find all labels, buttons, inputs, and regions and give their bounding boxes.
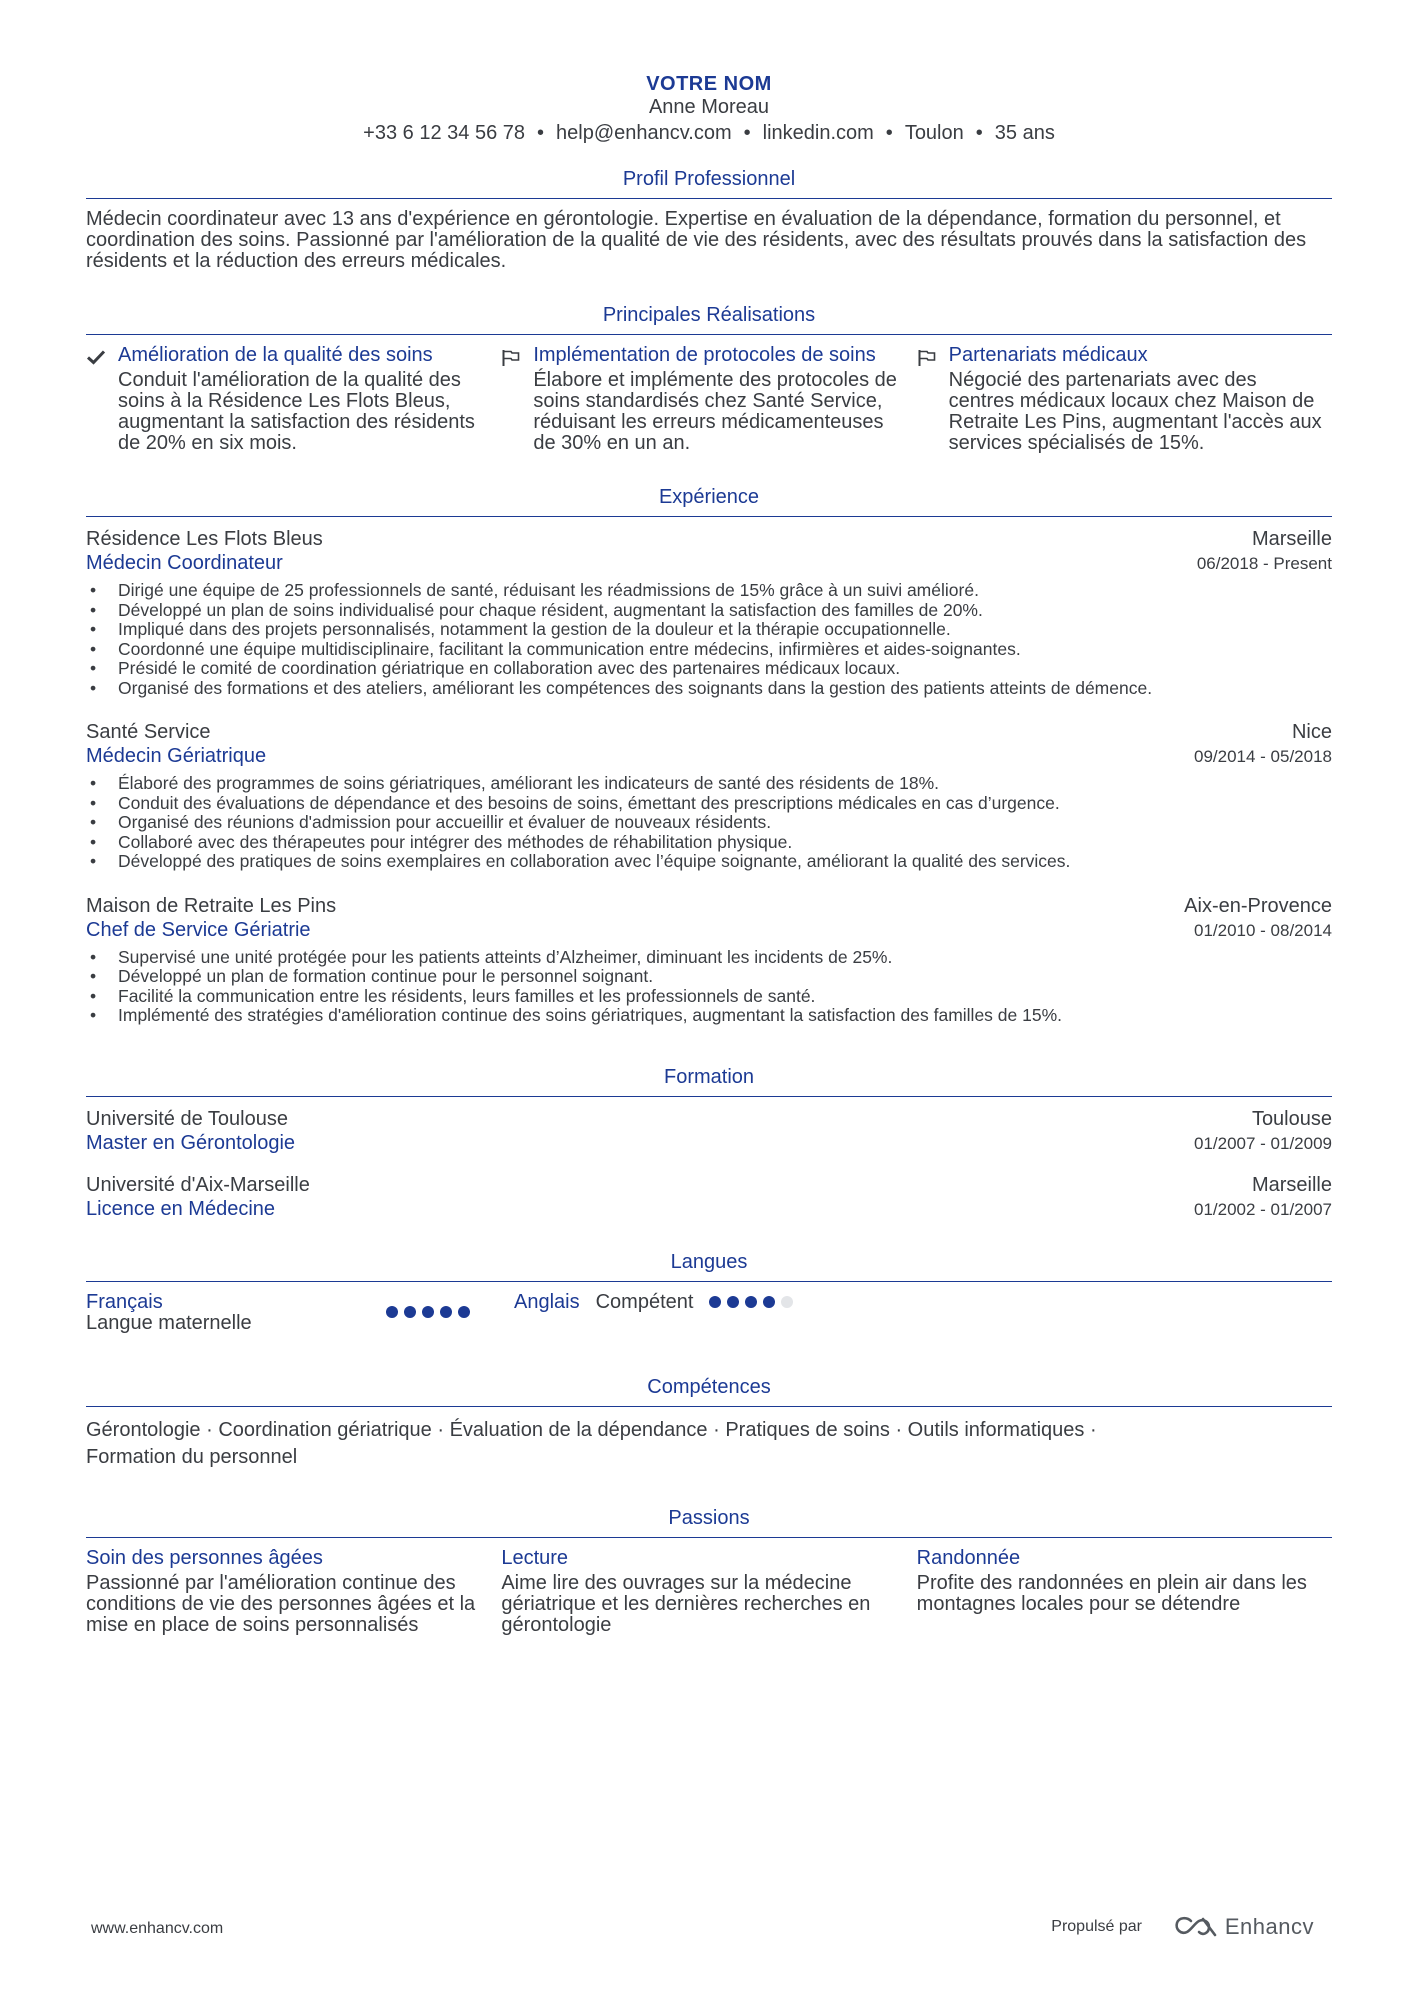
skill-separator: · bbox=[431, 1418, 450, 1441]
job-role: Médecin Coordinateur bbox=[86, 552, 283, 574]
email-link[interactable]: help@enhancv.com bbox=[556, 122, 732, 144]
job-bullets bbox=[86, 581, 1332, 698]
section-heading: Langues bbox=[86, 1249, 1332, 1282]
section-heading: Principales Réalisations bbox=[86, 302, 1332, 335]
job-entry bbox=[86, 894, 1332, 1026]
school-name: Université de Toulouse bbox=[86, 1107, 288, 1130]
job-role: Médecin Gériatrique bbox=[86, 745, 267, 767]
section-heading: Profil Professionnel bbox=[86, 166, 1332, 199]
job-dates: 01/2010 - 08/2014 bbox=[1193, 920, 1332, 940]
achievement-title: Partenariats médicaux bbox=[948, 344, 1148, 366]
achievement-item bbox=[86, 345, 501, 454]
job-entry bbox=[86, 527, 1332, 698]
job-location: Aix-en-Provence bbox=[1184, 894, 1332, 917]
skill-separator: · bbox=[889, 1418, 908, 1441]
passion-item bbox=[86, 1548, 501, 1636]
passion-item bbox=[501, 1548, 916, 1636]
company-name: Maison de Retraite Les Pins bbox=[86, 894, 337, 917]
passions-section bbox=[86, 1505, 1332, 1636]
degree: Licence en Médecine bbox=[86, 1197, 276, 1220]
separator-bullet: • bbox=[537, 122, 545, 144]
list-item: • Présidé le comité de coordination gériatrique en collaboration avec des partenaires médicaux locaux. bbox=[86, 659, 1332, 679]
skill-item: Pratiques de soins bbox=[725, 1418, 890, 1441]
achievement-item bbox=[917, 345, 1332, 454]
passion-desc: Profite des randonnées en plein air dans les montagnes locales pour se détendre bbox=[916, 1571, 1307, 1615]
list-item: • Conduit des évaluations de dépendance et des besoins de soins, émettant des prescriptions médicales en cas d’urgence. bbox=[86, 794, 1332, 814]
achievement-title: Implémentation de protocoles de soins bbox=[533, 344, 876, 366]
passion-title: Lecture bbox=[501, 1546, 569, 1569]
flag-icon bbox=[917, 345, 949, 454]
skill-separator: · bbox=[707, 1418, 726, 1441]
footer-website-link[interactable]: www.enhancv.com bbox=[91, 1920, 224, 1937]
rating-dot-filled bbox=[440, 1306, 452, 1318]
rating-dot-empty bbox=[781, 1296, 793, 1308]
education-dates: 01/2007 - 01/2009 bbox=[1193, 1133, 1332, 1153]
contact-line bbox=[86, 120, 1332, 146]
company-name: Santé Service bbox=[86, 721, 211, 743]
job-entry bbox=[86, 720, 1332, 872]
list-item: • Coordonné une équipe multidisciplinaire, facilitant la communication entre médecins, infirmières et aides-soignantes. bbox=[86, 640, 1332, 660]
powered-by-label: Propulsé par bbox=[1051, 1918, 1142, 1935]
skills-list bbox=[86, 1417, 1186, 1471]
page-footer bbox=[91, 1914, 1314, 1944]
education-entry bbox=[86, 1107, 1332, 1155]
education-section bbox=[86, 1064, 1332, 1221]
list-item: • Supervisé une unité protégée pour les patients atteints d’Alzheimer, diminuant les incidents de 25%. bbox=[86, 948, 1332, 968]
linkedin-link[interactable]: linkedin.com bbox=[762, 122, 874, 144]
achievement-item bbox=[501, 345, 916, 454]
language-rating bbox=[709, 1296, 793, 1308]
rating-dot-filled bbox=[745, 1296, 757, 1308]
skill-item: Outils informatiques bbox=[907, 1418, 1085, 1441]
list-item: • Développé des pratiques de soins exemplaires en collaboration avec l’équipe soignante, améliorant la qualité des services. bbox=[86, 852, 1332, 872]
rating-dot-filled bbox=[709, 1296, 721, 1308]
skill-item: Gérontologie bbox=[86, 1418, 201, 1441]
language-name: Anglais bbox=[514, 1290, 580, 1313]
list-item: • Dirigé une équipe de 25 professionnels de santé, réduisant les réadmissions de 15% grâce à un suivi amélioré. bbox=[86, 581, 1332, 601]
enhancv-logo-icon bbox=[1173, 1915, 1219, 1939]
resume-page bbox=[86, 72, 1332, 1636]
education-entry bbox=[86, 1173, 1332, 1221]
job-dates: 09/2014 - 05/2018 bbox=[1193, 747, 1332, 766]
achievements-section bbox=[86, 302, 1332, 454]
skill-separator: · bbox=[1084, 1418, 1097, 1441]
languages-section bbox=[86, 1249, 1332, 1334]
rating-dot-filled bbox=[422, 1306, 434, 1318]
enhancv-logo[interactable] bbox=[1173, 1914, 1314, 1940]
passion-item bbox=[917, 1548, 1332, 1636]
passion-desc: Passionné par l'amélioration continue des conditions de vie des personnes âgées et la mise en place de soins personnalisés bbox=[86, 1571, 476, 1636]
list-item: • Organisé des réunions d'admission pour accueillir et évaluer de nouveaux résidents. bbox=[86, 813, 1332, 833]
separator-bullet: • bbox=[975, 122, 983, 144]
language-name: Français bbox=[86, 1290, 163, 1313]
skill-item: Coordination gériatrique bbox=[218, 1418, 432, 1441]
profile-summary: Médecin coordinateur avec 13 ans d'expérience en gérontologie. Expertise en évaluation de la dépendance, formation du personnel, et coordination des soins. Passionné par l'amélioration de la qualité de vie des résidents, avec des résultats prouvés dans la satisfaction des résidents et la réduction des erreurs médicales. bbox=[86, 208, 1307, 272]
job-bullets bbox=[86, 948, 1332, 1026]
passion-title: Randonnée bbox=[916, 1546, 1021, 1569]
language-item bbox=[86, 1292, 514, 1334]
job-bullets bbox=[86, 774, 1332, 872]
job-location: Nice bbox=[1291, 721, 1332, 743]
rating-dot-filled bbox=[458, 1306, 470, 1318]
section-heading: Compétences bbox=[86, 1374, 1332, 1407]
location: Toulon bbox=[904, 122, 964, 144]
job-dates: 06/2018 - Present bbox=[1196, 554, 1332, 573]
section-heading: Formation bbox=[86, 1064, 1332, 1097]
list-item: • Développé un plan de soins individualisé pour chaque résident, augmentant la satisfaction des familles de 20%. bbox=[86, 601, 1332, 621]
passion-title: Soin des personnes âgées bbox=[86, 1546, 323, 1569]
resume-header bbox=[86, 72, 1332, 146]
education-dates: 01/2002 - 01/2007 bbox=[1193, 1199, 1332, 1219]
job-location: Marseille bbox=[1251, 528, 1332, 550]
skill-item: Formation du personnel bbox=[86, 1445, 298, 1468]
rating-dot-filled bbox=[727, 1296, 739, 1308]
section-heading: Passions bbox=[86, 1505, 1332, 1538]
profile-section bbox=[86, 166, 1332, 272]
separator-bullet: • bbox=[885, 122, 893, 144]
achievement-desc: Négocié des partenariats avec des centres médicaux locaux chez Maison de Retraite Les Pins, augmentant l'accès aux services spécialisés de 15%. bbox=[948, 369, 1322, 454]
list-item: • Organisé des formations et des ateliers, améliorant les compétences des soignants dans la gestion des patients atteints de démence. bbox=[86, 679, 1332, 699]
separator-bullet: • bbox=[743, 122, 751, 144]
phone: +33 6 12 34 56 78 bbox=[363, 122, 525, 144]
achievement-title: Amélioration de la qualité des soins bbox=[118, 344, 433, 366]
achievement-desc: Conduit l'amélioration de la qualité des soins à la Résidence Les Flots Bleus, augmentant la satisfaction des résidents de 20% en six mois. bbox=[118, 369, 475, 454]
section-heading: Expérience bbox=[86, 484, 1332, 517]
list-item: • Élaboré des programmes de soins gériatriques, améliorant les indicateurs de santé des résidents de 18%. bbox=[86, 774, 1332, 794]
passion-desc: Aime lire des ouvrages sur la médecine gériatrique et les dernières recherches en gérontologie bbox=[501, 1571, 871, 1636]
skills-section bbox=[86, 1374, 1332, 1471]
list-item: • Impliqué dans des projets personnalisés, notamment la gestion de la douleur et la thérapie occupationnelle. bbox=[86, 620, 1332, 640]
achievement-desc: Élabore et implémente des protocoles de soins standardisés chez Santé Service, réduisant les erreurs médicamenteuses de 30% en un an. bbox=[533, 369, 897, 454]
brand-name: Enhancv bbox=[1224, 1914, 1314, 1939]
skill-item: Évaluation de la dépendance bbox=[449, 1418, 708, 1441]
job-role: Chef de Service Gériatrie bbox=[86, 918, 311, 941]
age: 35 ans bbox=[994, 122, 1055, 144]
rating-dot-filled bbox=[386, 1306, 398, 1318]
rating-dot-filled bbox=[763, 1296, 775, 1308]
language-level: Compétent bbox=[595, 1290, 694, 1313]
list-item: • Collaboré avec des thérapeutes pour intégrer des méthodes de réhabilitation physique. bbox=[86, 833, 1332, 853]
school-name: Université d'Aix-Marseille bbox=[86, 1173, 310, 1196]
rating-dot-filled bbox=[404, 1306, 416, 1318]
experience-section bbox=[86, 484, 1332, 1026]
language-item bbox=[514, 1292, 793, 1313]
person-name: Anne Moreau bbox=[648, 96, 770, 118]
language-rating bbox=[386, 1306, 470, 1318]
resume-title: VOTRE NOM bbox=[646, 73, 772, 95]
check-icon bbox=[86, 345, 118, 454]
skill-separator: · bbox=[200, 1418, 219, 1441]
list-item: • Implémenté des stratégies d'amélioration continue des soins gériatriques, augmentant la satisfaction des familles de 15%. bbox=[86, 1006, 1332, 1026]
list-item: • Facilité la communication entre les résidents, leurs familles et les professionnels de santé. bbox=[86, 987, 1332, 1007]
school-location: Toulouse bbox=[1251, 1107, 1332, 1130]
company-name: Résidence Les Flots Bleus bbox=[86, 528, 323, 550]
list-item: • Développé un plan de formation continue pour le personnel soignant. bbox=[86, 967, 1332, 987]
language-level: Langue maternelle bbox=[86, 1311, 252, 1334]
degree: Master en Gérontologie bbox=[86, 1131, 296, 1154]
school-location: Marseille bbox=[1251, 1173, 1332, 1196]
flag-icon bbox=[501, 345, 533, 454]
